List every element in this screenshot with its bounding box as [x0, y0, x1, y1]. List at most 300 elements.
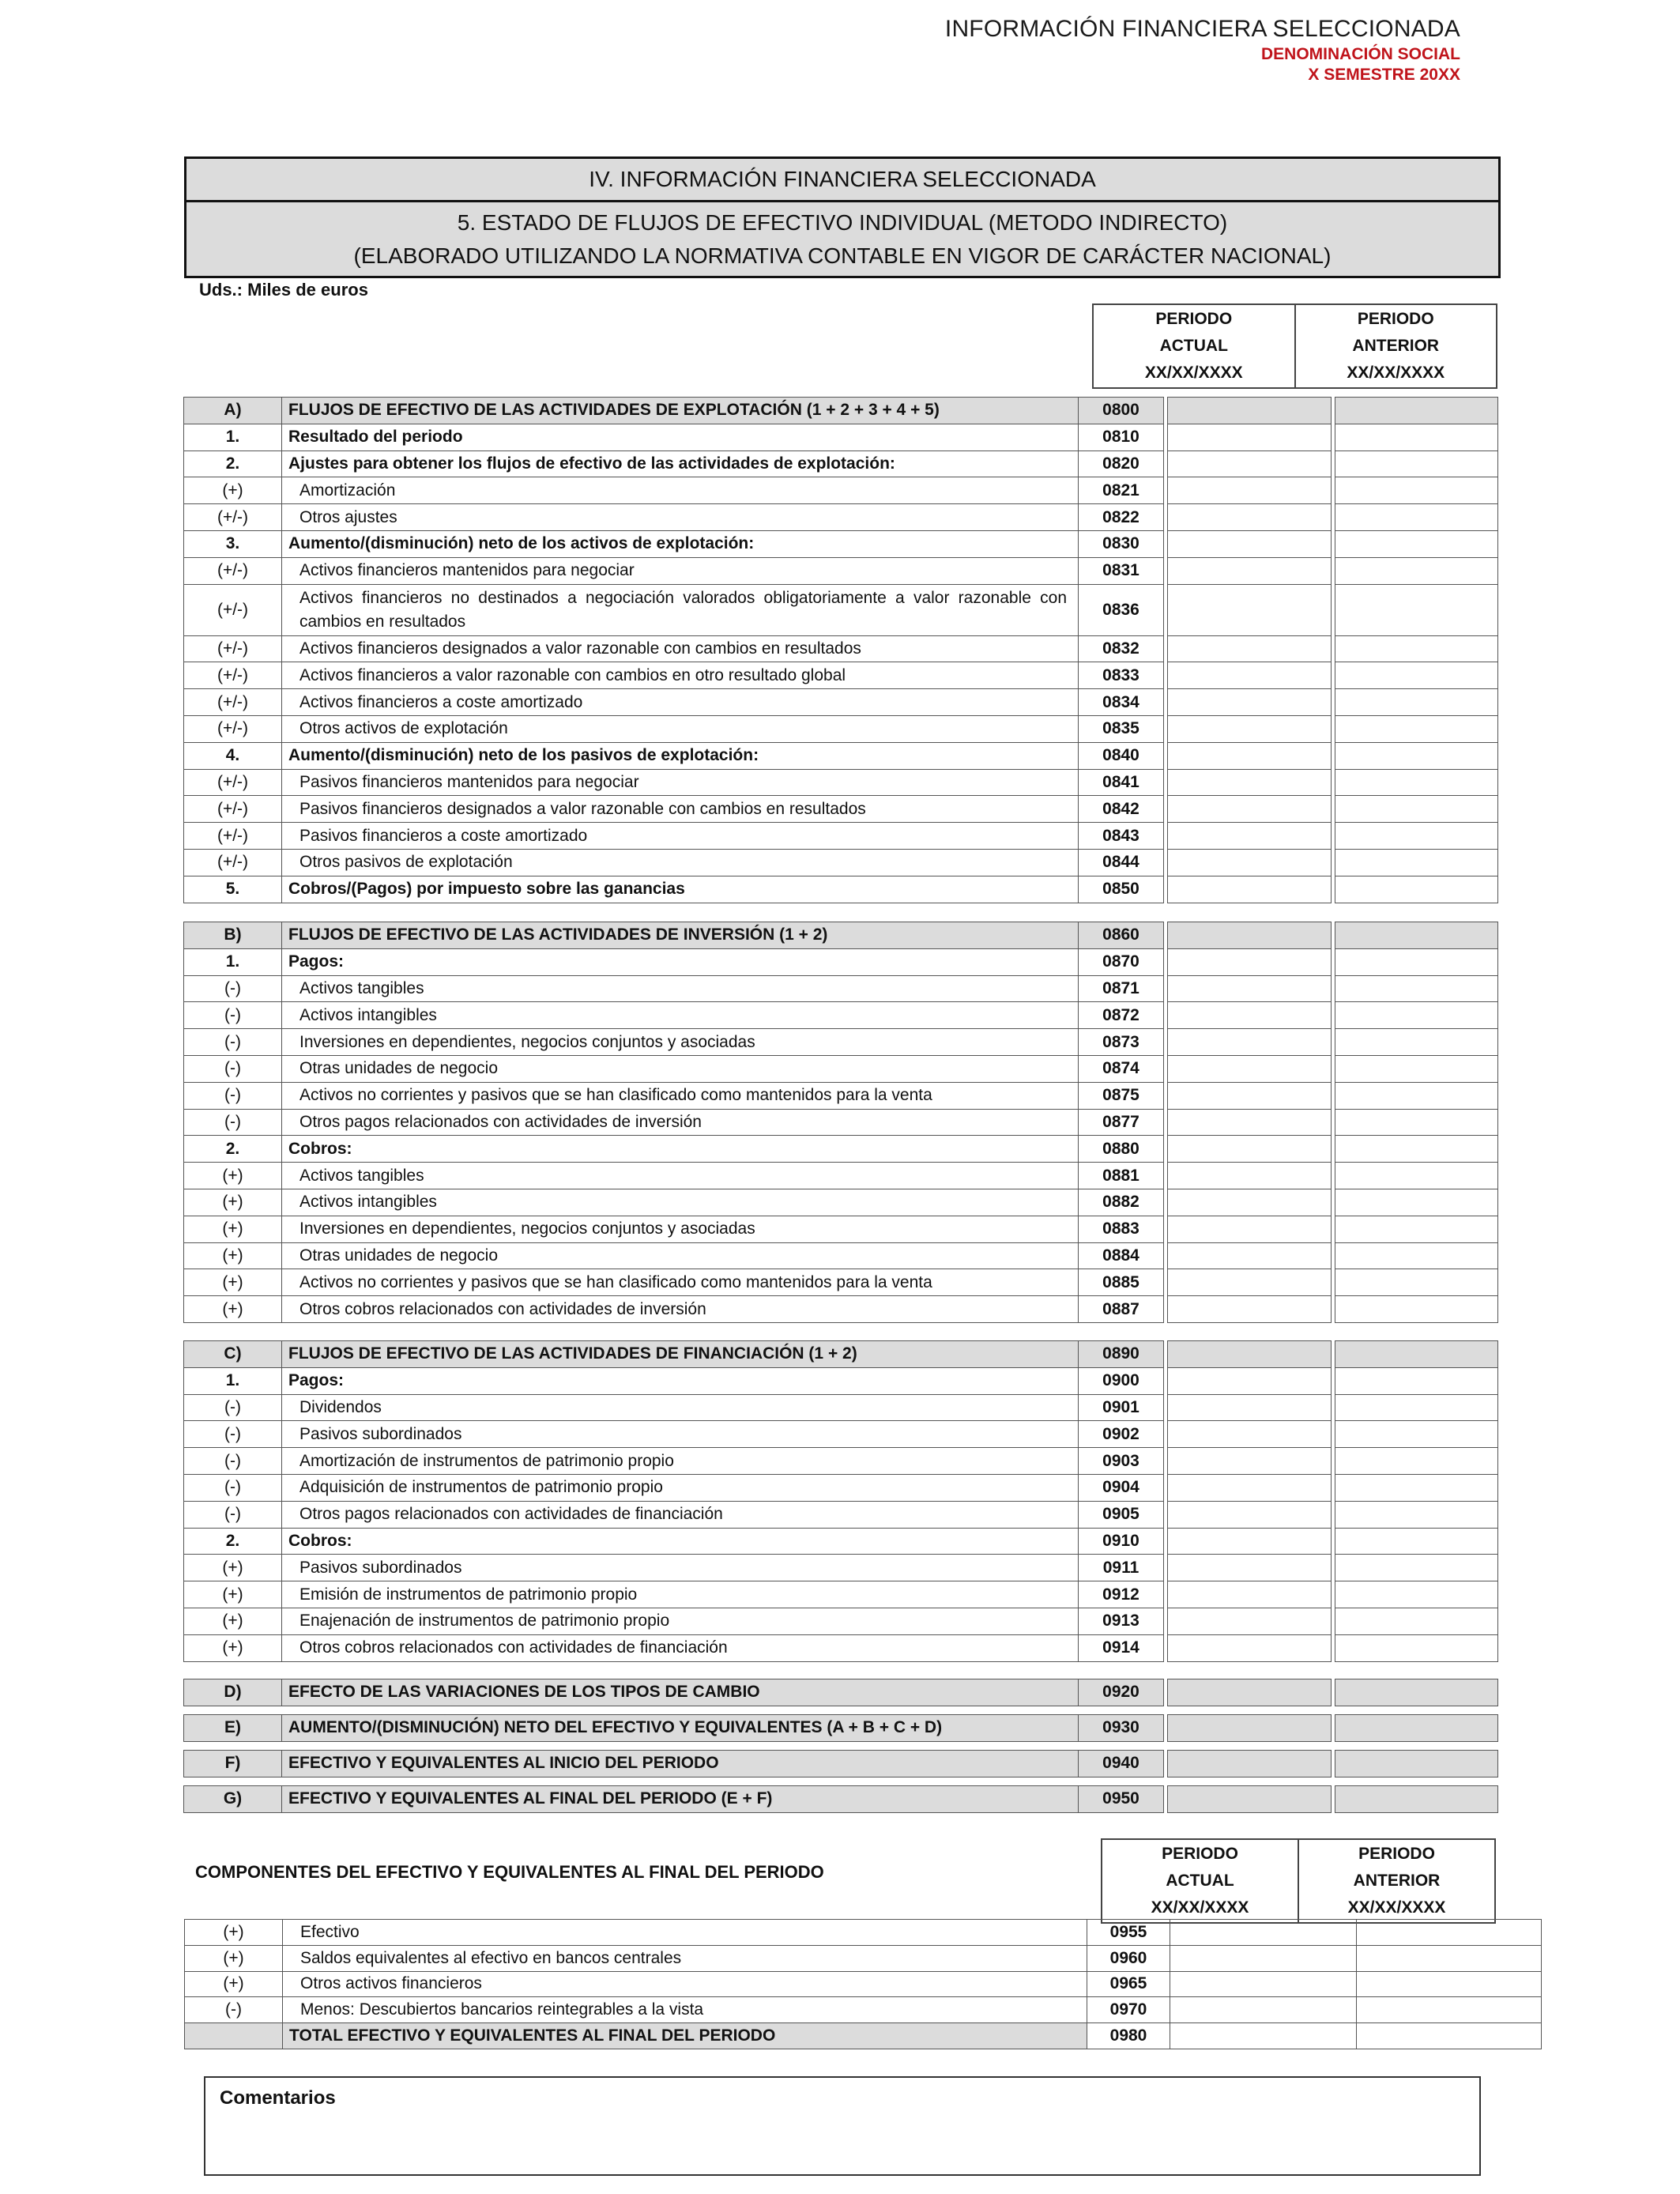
- current-period-date: XX/XX/XXXX: [1144, 364, 1243, 382]
- row-sign: (+): [184, 477, 282, 504]
- row-code: 0830: [1079, 530, 1164, 557]
- statement-block: [183, 1340, 1498, 1662]
- components-description: Otros activos financieros: [283, 1971, 1087, 1997]
- current-period-value[interactable]: [1168, 769, 1332, 796]
- period-column-header: [1092, 303, 1497, 389]
- row-description: Pasivos subordinados: [282, 1555, 1079, 1581]
- table-row: [184, 1555, 1498, 1581]
- components-sign: (+): [185, 1920, 283, 1946]
- row-code: 0884: [1079, 1242, 1164, 1269]
- row-sign: 2.: [184, 450, 282, 477]
- row-sign: D): [184, 1679, 282, 1706]
- previous-period-value[interactable]: [1335, 823, 1498, 850]
- row-description: Activos no corrientes y pasivos que se han clasificado como mantenidos para la venta: [282, 1269, 1079, 1296]
- previous-period-value[interactable]: [1335, 504, 1498, 531]
- table-row: [184, 1367, 1498, 1394]
- current-period-value[interactable]: [1168, 1216, 1332, 1242]
- previous-period-value[interactable]: [1335, 922, 1498, 949]
- current-period-sublabel: ACTUAL: [1159, 337, 1228, 355]
- components-row: [185, 1920, 1542, 1946]
- components-period-header: [1101, 1838, 1496, 1924]
- document-header: [945, 14, 1460, 85]
- table-row: [184, 477, 1498, 504]
- current-period-value[interactable]: [1168, 1082, 1332, 1109]
- row-description: Cobros/(Pagos) por impuesto sobre las ganancias: [282, 876, 1079, 903]
- row-code: 0832: [1079, 635, 1164, 662]
- previous-period-value[interactable]: [1335, 424, 1498, 450]
- row-description: Aumento/(disminución) neto de los pasivos de explotación:: [282, 742, 1079, 769]
- previous-period-value[interactable]: [1335, 769, 1498, 796]
- current-period-value[interactable]: [1168, 1555, 1332, 1581]
- row-sign: (-): [184, 1082, 282, 1109]
- components-row: [185, 2023, 1542, 2049]
- statement-subtitle: (ELABORADO UTILIZANDO LA NORMATIVA CONTABLE EN VIGOR DE CARÁCTER NACIONAL): [353, 243, 1332, 268]
- previous-period-value[interactable]: [1335, 1136, 1498, 1163]
- components-previous-value[interactable]: [1357, 1945, 1542, 1971]
- current-period-value[interactable]: [1168, 1786, 1332, 1813]
- table-row: [184, 1448, 1498, 1475]
- current-period-value[interactable]: [1168, 450, 1332, 477]
- previous-period-value[interactable]: [1335, 849, 1498, 876]
- row-description: Pasivos subordinados: [282, 1421, 1079, 1448]
- current-period-value[interactable]: [1168, 1634, 1332, 1661]
- reporting-period: X SEMESTRE 20XX: [1308, 65, 1460, 84]
- table-row: [184, 662, 1498, 689]
- row-description: Ajustes para obtener los flujos de efectivo de las actividades de explotación:: [282, 450, 1079, 477]
- table-row: [184, 450, 1498, 477]
- current-period-value[interactable]: [1168, 1269, 1332, 1296]
- previous-period-value[interactable]: [1335, 1608, 1498, 1634]
- components-sign: (+): [185, 1971, 283, 1997]
- row-code: 0903: [1079, 1448, 1164, 1475]
- table-row: [184, 1109, 1498, 1136]
- current-period-value[interactable]: [1168, 530, 1332, 557]
- components-description: Efectivo: [283, 1920, 1087, 1946]
- current-period-value[interactable]: [1168, 1421, 1332, 1448]
- table-row: [184, 398, 1498, 424]
- row-description: Emisión de instrumentos de patrimonio propio: [282, 1581, 1079, 1608]
- current-period-value[interactable]: [1168, 504, 1332, 531]
- components-sign: (-): [185, 1997, 283, 2023]
- current-period-value[interactable]: [1168, 1029, 1332, 1056]
- components-row: [185, 1997, 1542, 2023]
- row-description: Otros ajustes: [282, 504, 1079, 531]
- previous-period-value[interactable]: [1335, 450, 1498, 477]
- previous-period-value[interactable]: [1335, 1002, 1498, 1029]
- table-row: [184, 823, 1498, 850]
- previous-period-value[interactable]: [1335, 1367, 1498, 1394]
- components-current-value[interactable]: [1170, 1997, 1357, 2023]
- row-sign: (-): [184, 1055, 282, 1082]
- row-description: Otros pagos relacionados con actividades de financiación: [282, 1501, 1079, 1528]
- row-description: EFECTO DE LAS VARIACIONES DE LOS TIPOS DE CAMBIO: [282, 1679, 1079, 1706]
- components-code: 0955: [1087, 1920, 1170, 1946]
- components-current-value[interactable]: [1170, 1945, 1357, 1971]
- previous-period-value[interactable]: [1335, 530, 1498, 557]
- current-period-value[interactable]: [1168, 662, 1332, 689]
- row-description: Pasivos financieros designados a valor razonable con cambios en resultados: [282, 796, 1079, 823]
- row-code: 0875: [1079, 1082, 1164, 1109]
- row-sign: (-): [184, 975, 282, 1002]
- current-period-value[interactable]: [1168, 1679, 1332, 1706]
- previous-period-value[interactable]: [1335, 948, 1498, 975]
- row-code: 0930: [1079, 1715, 1164, 1742]
- row-sign: (-): [184, 1394, 282, 1421]
- table-row: [184, 1189, 1498, 1216]
- current-period-value[interactable]: [1168, 1055, 1332, 1082]
- table-row: [184, 1163, 1498, 1189]
- table-row: [184, 584, 1498, 635]
- row-code: 0860: [1079, 922, 1164, 949]
- statement-title-box: [184, 156, 1501, 278]
- current-period-header: [1093, 304, 1295, 388]
- row-code: 0911: [1079, 1555, 1164, 1581]
- row-sign: (+): [184, 1555, 282, 1581]
- components-code: 0960: [1087, 1945, 1170, 1971]
- row-description: Pagos:: [282, 1367, 1079, 1394]
- current-period-value[interactable]: [1168, 1163, 1332, 1189]
- current-period-value[interactable]: [1168, 922, 1332, 949]
- table-row: [184, 769, 1498, 796]
- components-previous-value[interactable]: [1357, 2023, 1542, 2049]
- current-period-value[interactable]: [1168, 1528, 1332, 1555]
- previous-period-value[interactable]: [1335, 1189, 1498, 1216]
- table-row: [184, 689, 1498, 716]
- current-period-value[interactable]: [1168, 1002, 1332, 1029]
- row-description: Activos financieros no destinados a negociación valorados obligatoriamente a valor razonable con cambios en resultados: [282, 584, 1079, 635]
- row-code: 0842: [1079, 796, 1164, 823]
- previous-period-value[interactable]: [1335, 1109, 1498, 1136]
- previous-period-value[interactable]: [1335, 1715, 1498, 1742]
- components-row: [185, 1971, 1542, 1997]
- row-description: Pagos:: [282, 948, 1079, 975]
- previous-period-sublabel: ANTERIOR: [1352, 337, 1440, 355]
- row-code: 0821: [1079, 477, 1164, 504]
- components-current-label: PERIODO: [1162, 1845, 1238, 1863]
- row-description: Activos tangibles: [282, 975, 1079, 1002]
- current-period-value[interactable]: [1168, 1296, 1332, 1323]
- row-sign: (-): [184, 1109, 282, 1136]
- row-description: Otros cobros relacionados con actividades de financiación: [282, 1634, 1079, 1661]
- current-period-value[interactable]: [1168, 1474, 1332, 1501]
- row-code: 0871: [1079, 975, 1164, 1002]
- table-row: [184, 796, 1498, 823]
- statement-block: [183, 1679, 1498, 1706]
- table-row: [184, 922, 1498, 949]
- row-sign: (+/-): [184, 689, 282, 716]
- row-sign: C): [184, 1341, 282, 1368]
- current-period-value[interactable]: [1168, 975, 1332, 1002]
- previous-period-value[interactable]: [1335, 1448, 1498, 1475]
- current-period-value[interactable]: [1168, 1715, 1332, 1742]
- previous-period-value[interactable]: [1335, 1786, 1498, 1813]
- row-description: Amortización: [282, 477, 1079, 504]
- row-description: Cobros:: [282, 1136, 1079, 1163]
- row-code: 0902: [1079, 1421, 1164, 1448]
- previous-period-value[interactable]: [1335, 1082, 1498, 1109]
- table-row: [184, 1029, 1498, 1056]
- row-code: 0834: [1079, 689, 1164, 716]
- row-description: FLUJOS DE EFECTIVO DE LAS ACTIVIDADES DE FINANCIACIÓN (1 + 2): [282, 1341, 1079, 1368]
- components-sign: (+): [185, 1945, 283, 1971]
- components-current-date: XX/XX/XXXX: [1151, 1898, 1249, 1917]
- row-sign: 4.: [184, 742, 282, 769]
- row-description: Activos intangibles: [282, 1002, 1079, 1029]
- comments-label: Comentarios: [220, 2087, 336, 2109]
- row-code: 0841: [1079, 769, 1164, 796]
- row-description: Inversiones en dependientes, negocios conjuntos y asociadas: [282, 1216, 1079, 1242]
- row-code: 0883: [1079, 1216, 1164, 1242]
- previous-period-value[interactable]: [1335, 1634, 1498, 1661]
- previous-period-value[interactable]: [1335, 1421, 1498, 1448]
- row-sign: (+): [184, 1242, 282, 1269]
- previous-period-value[interactable]: [1335, 1501, 1498, 1528]
- current-period-value[interactable]: [1168, 584, 1332, 635]
- row-description: Resultado del periodo: [282, 424, 1079, 450]
- row-description: Otras unidades de negocio: [282, 1242, 1079, 1269]
- table-row: [184, 424, 1498, 450]
- row-code: 0901: [1079, 1394, 1164, 1421]
- current-period-value[interactable]: [1168, 689, 1332, 716]
- previous-period-value[interactable]: [1335, 876, 1498, 903]
- table-row: [184, 1341, 1498, 1368]
- current-period-value[interactable]: [1168, 557, 1332, 584]
- previous-period-value[interactable]: [1335, 398, 1498, 424]
- row-sign: (+/-): [184, 796, 282, 823]
- table-row: [184, 1216, 1498, 1242]
- current-period-value[interactable]: [1168, 1501, 1332, 1528]
- previous-period-value[interactable]: [1335, 689, 1498, 716]
- previous-period-value[interactable]: [1335, 742, 1498, 769]
- components-previous-value[interactable]: [1357, 1920, 1542, 1946]
- current-period-value[interactable]: [1168, 1581, 1332, 1608]
- current-period-value[interactable]: [1168, 1109, 1332, 1136]
- components-previous-sublabel: ANTERIOR: [1353, 1872, 1441, 1890]
- row-sign: 1.: [184, 1367, 282, 1394]
- components-current-value[interactable]: [1170, 1971, 1357, 1997]
- previous-period-value[interactable]: [1335, 1528, 1498, 1555]
- row-description: Inversiones en dependientes, negocios conjuntos y asociadas: [282, 1029, 1079, 1056]
- row-code: 0833: [1079, 662, 1164, 689]
- row-description: FLUJOS DE EFECTIVO DE LAS ACTIVIDADES DE INVERSIÓN (1 + 2): [282, 922, 1079, 949]
- previous-period-value[interactable]: [1335, 1029, 1498, 1056]
- statement-block: [183, 1750, 1498, 1777]
- table-row: [184, 876, 1498, 903]
- row-code: 0880: [1079, 1136, 1164, 1163]
- previous-period-header: [1295, 304, 1497, 388]
- table-row: [184, 1082, 1498, 1109]
- current-period-value[interactable]: [1168, 1751, 1332, 1777]
- current-period-value[interactable]: [1168, 477, 1332, 504]
- row-code: 0836: [1079, 584, 1164, 635]
- previous-period-value[interactable]: [1335, 1216, 1498, 1242]
- table-row: [184, 1269, 1498, 1296]
- previous-period-value[interactable]: [1335, 1751, 1498, 1777]
- row-sign: (+): [184, 1581, 282, 1608]
- previous-period-value[interactable]: [1335, 1394, 1498, 1421]
- components-code: 0970: [1087, 1997, 1170, 2023]
- current-period-value[interactable]: [1168, 1189, 1332, 1216]
- row-code: 0913: [1079, 1608, 1164, 1634]
- components-previous-value[interactable]: [1357, 1997, 1542, 2023]
- row-sign: (+): [184, 1269, 282, 1296]
- statement-block: [183, 397, 1498, 903]
- current-period-value[interactable]: [1168, 1136, 1332, 1163]
- report-title: INFORMACIÓN FINANCIERA SELECCIONADA: [944, 16, 1460, 42]
- row-description: Activos financieros a coste amortizado: [282, 689, 1079, 716]
- components-previous-date: XX/XX/XXXX: [1347, 1898, 1446, 1917]
- row-code: 0843: [1079, 823, 1164, 850]
- table-row: [184, 1136, 1498, 1163]
- row-description: Activos no corrientes y pasivos que se han clasificado como mantenidos para la venta: [282, 1082, 1079, 1109]
- row-code: 0910: [1079, 1528, 1164, 1555]
- current-period-value[interactable]: [1168, 1341, 1332, 1368]
- previous-period-value[interactable]: [1335, 1296, 1498, 1323]
- row-code: 0914: [1079, 1634, 1164, 1661]
- table-row: [184, 1751, 1498, 1777]
- previous-period-value[interactable]: [1335, 1055, 1498, 1082]
- section-title: IV. INFORMACIÓN FINANCIERA SELECCIONADA: [186, 159, 1498, 202]
- previous-period-value[interactable]: [1335, 662, 1498, 689]
- current-period-value[interactable]: [1168, 1367, 1332, 1394]
- current-period-value[interactable]: [1168, 1394, 1332, 1421]
- components-title: COMPONENTES DEL EFECTIVO Y EQUIVALENTES AL FINAL DEL PERIODO: [195, 1862, 824, 1882]
- row-code: 0850: [1079, 876, 1164, 903]
- row-code: 0890: [1079, 1341, 1164, 1368]
- row-code: 0904: [1079, 1474, 1164, 1501]
- previous-period-value[interactable]: [1335, 584, 1498, 635]
- previous-period-value[interactable]: [1335, 557, 1498, 584]
- row-sign: (+/-): [184, 504, 282, 531]
- row-sign: (+): [184, 1608, 282, 1634]
- row-sign: F): [184, 1751, 282, 1777]
- table-row: [184, 557, 1498, 584]
- row-code: 0881: [1079, 1163, 1164, 1189]
- previous-period-value[interactable]: [1335, 796, 1498, 823]
- table-row: [184, 1608, 1498, 1634]
- statement-title-block: [186, 202, 1498, 276]
- row-sign: 5.: [184, 876, 282, 903]
- current-period-value[interactable]: [1168, 424, 1332, 450]
- components-description: Saldos equivalentes al efectivo en bancos centrales: [283, 1945, 1087, 1971]
- row-sign: (+/-): [184, 584, 282, 635]
- components-row: [185, 1945, 1542, 1971]
- row-sign: 2.: [184, 1528, 282, 1555]
- row-code: 0872: [1079, 1002, 1164, 1029]
- current-period-value[interactable]: [1168, 823, 1332, 850]
- row-description: Cobros:: [282, 1528, 1079, 1555]
- row-code: 0870: [1079, 948, 1164, 975]
- current-period-value[interactable]: [1168, 635, 1332, 662]
- row-code: 0950: [1079, 1786, 1164, 1813]
- previous-period-value[interactable]: [1335, 1341, 1498, 1368]
- components-previous-value[interactable]: [1357, 1971, 1542, 1997]
- row-code: 0877: [1079, 1109, 1164, 1136]
- previous-period-value[interactable]: [1335, 1269, 1498, 1296]
- row-code: 0822: [1079, 504, 1164, 531]
- table-row: [184, 635, 1498, 662]
- row-code: 0900: [1079, 1367, 1164, 1394]
- row-description: Activos financieros a valor razonable con cambios en otro resultado global: [282, 662, 1079, 689]
- row-sign: 1.: [184, 424, 282, 450]
- previous-period-value[interactable]: [1335, 975, 1498, 1002]
- current-period-value[interactable]: [1168, 849, 1332, 876]
- comments-box[interactable]: [204, 2076, 1481, 2176]
- row-sign: (+/-): [184, 635, 282, 662]
- current-period-value[interactable]: [1168, 1448, 1332, 1475]
- row-description: Otros pasivos de explotación: [282, 849, 1079, 876]
- current-period-value[interactable]: [1168, 1242, 1332, 1269]
- current-period-value[interactable]: [1168, 398, 1332, 424]
- row-sign: (+/-): [184, 769, 282, 796]
- previous-period-value[interactable]: [1335, 1581, 1498, 1608]
- table-row: [184, 1055, 1498, 1082]
- current-period-value[interactable]: [1168, 1608, 1332, 1634]
- row-sign: (+/-): [184, 557, 282, 584]
- row-sign: (+): [184, 1189, 282, 1216]
- table-row: [184, 742, 1498, 769]
- current-period-value[interactable]: [1168, 796, 1332, 823]
- components-description: Menos: Descubiertos bancarios reintegrables a la vista: [283, 1997, 1087, 2023]
- row-code: 0835: [1079, 715, 1164, 742]
- table-row: [184, 1421, 1498, 1448]
- components-current-sublabel: ACTUAL: [1166, 1872, 1234, 1890]
- table-row: [184, 504, 1498, 531]
- table-row: [184, 849, 1498, 876]
- current-period-value[interactable]: [1168, 948, 1332, 975]
- row-sign: (-): [184, 1421, 282, 1448]
- components-current-value[interactable]: [1170, 1920, 1357, 1946]
- table-row: [184, 715, 1498, 742]
- previous-period-value[interactable]: [1335, 1474, 1498, 1501]
- current-period-value[interactable]: [1168, 876, 1332, 903]
- previous-period-value[interactable]: [1335, 477, 1498, 504]
- row-code: 0844: [1079, 849, 1164, 876]
- statement-block: [183, 1714, 1498, 1742]
- row-code: 0810: [1079, 424, 1164, 450]
- row-code: 0940: [1079, 1751, 1164, 1777]
- row-sign: (-): [184, 1501, 282, 1528]
- components-description: TOTAL EFECTIVO Y EQUIVALENTES AL FINAL DEL PERIODO: [283, 2023, 1087, 2049]
- previous-period-value[interactable]: [1335, 635, 1498, 662]
- row-sign: (+/-): [184, 823, 282, 850]
- previous-period-value[interactable]: [1335, 715, 1498, 742]
- row-description: FLUJOS DE EFECTIVO DE LAS ACTIVIDADES DE EXPLOTACIÓN (1 + 2 + 3 + 4 + 5): [282, 398, 1079, 424]
- previous-period-value[interactable]: [1335, 1679, 1498, 1706]
- row-description: Pasivos financieros mantenidos para negociar: [282, 769, 1079, 796]
- row-code: 0820: [1079, 450, 1164, 477]
- table-row: [184, 1394, 1498, 1421]
- row-sign: (+/-): [184, 715, 282, 742]
- row-code: 0840: [1079, 742, 1164, 769]
- previous-period-value[interactable]: [1335, 1555, 1498, 1581]
- row-sign: (+/-): [184, 662, 282, 689]
- components-current-period-header: [1102, 1839, 1298, 1923]
- previous-period-value[interactable]: [1335, 1163, 1498, 1189]
- previous-period-value[interactable]: [1335, 1242, 1498, 1269]
- current-period-value[interactable]: [1168, 742, 1332, 769]
- current-period-value[interactable]: [1168, 715, 1332, 742]
- row-sign: 1.: [184, 948, 282, 975]
- row-sign: (+): [184, 1216, 282, 1242]
- row-sign: E): [184, 1715, 282, 1742]
- row-code: 0885: [1079, 1269, 1164, 1296]
- row-sign: (-): [184, 1474, 282, 1501]
- row-sign: (+): [184, 1163, 282, 1189]
- table-row: [184, 975, 1498, 1002]
- components-current-value[interactable]: [1170, 2023, 1357, 2049]
- row-sign: 2.: [184, 1136, 282, 1163]
